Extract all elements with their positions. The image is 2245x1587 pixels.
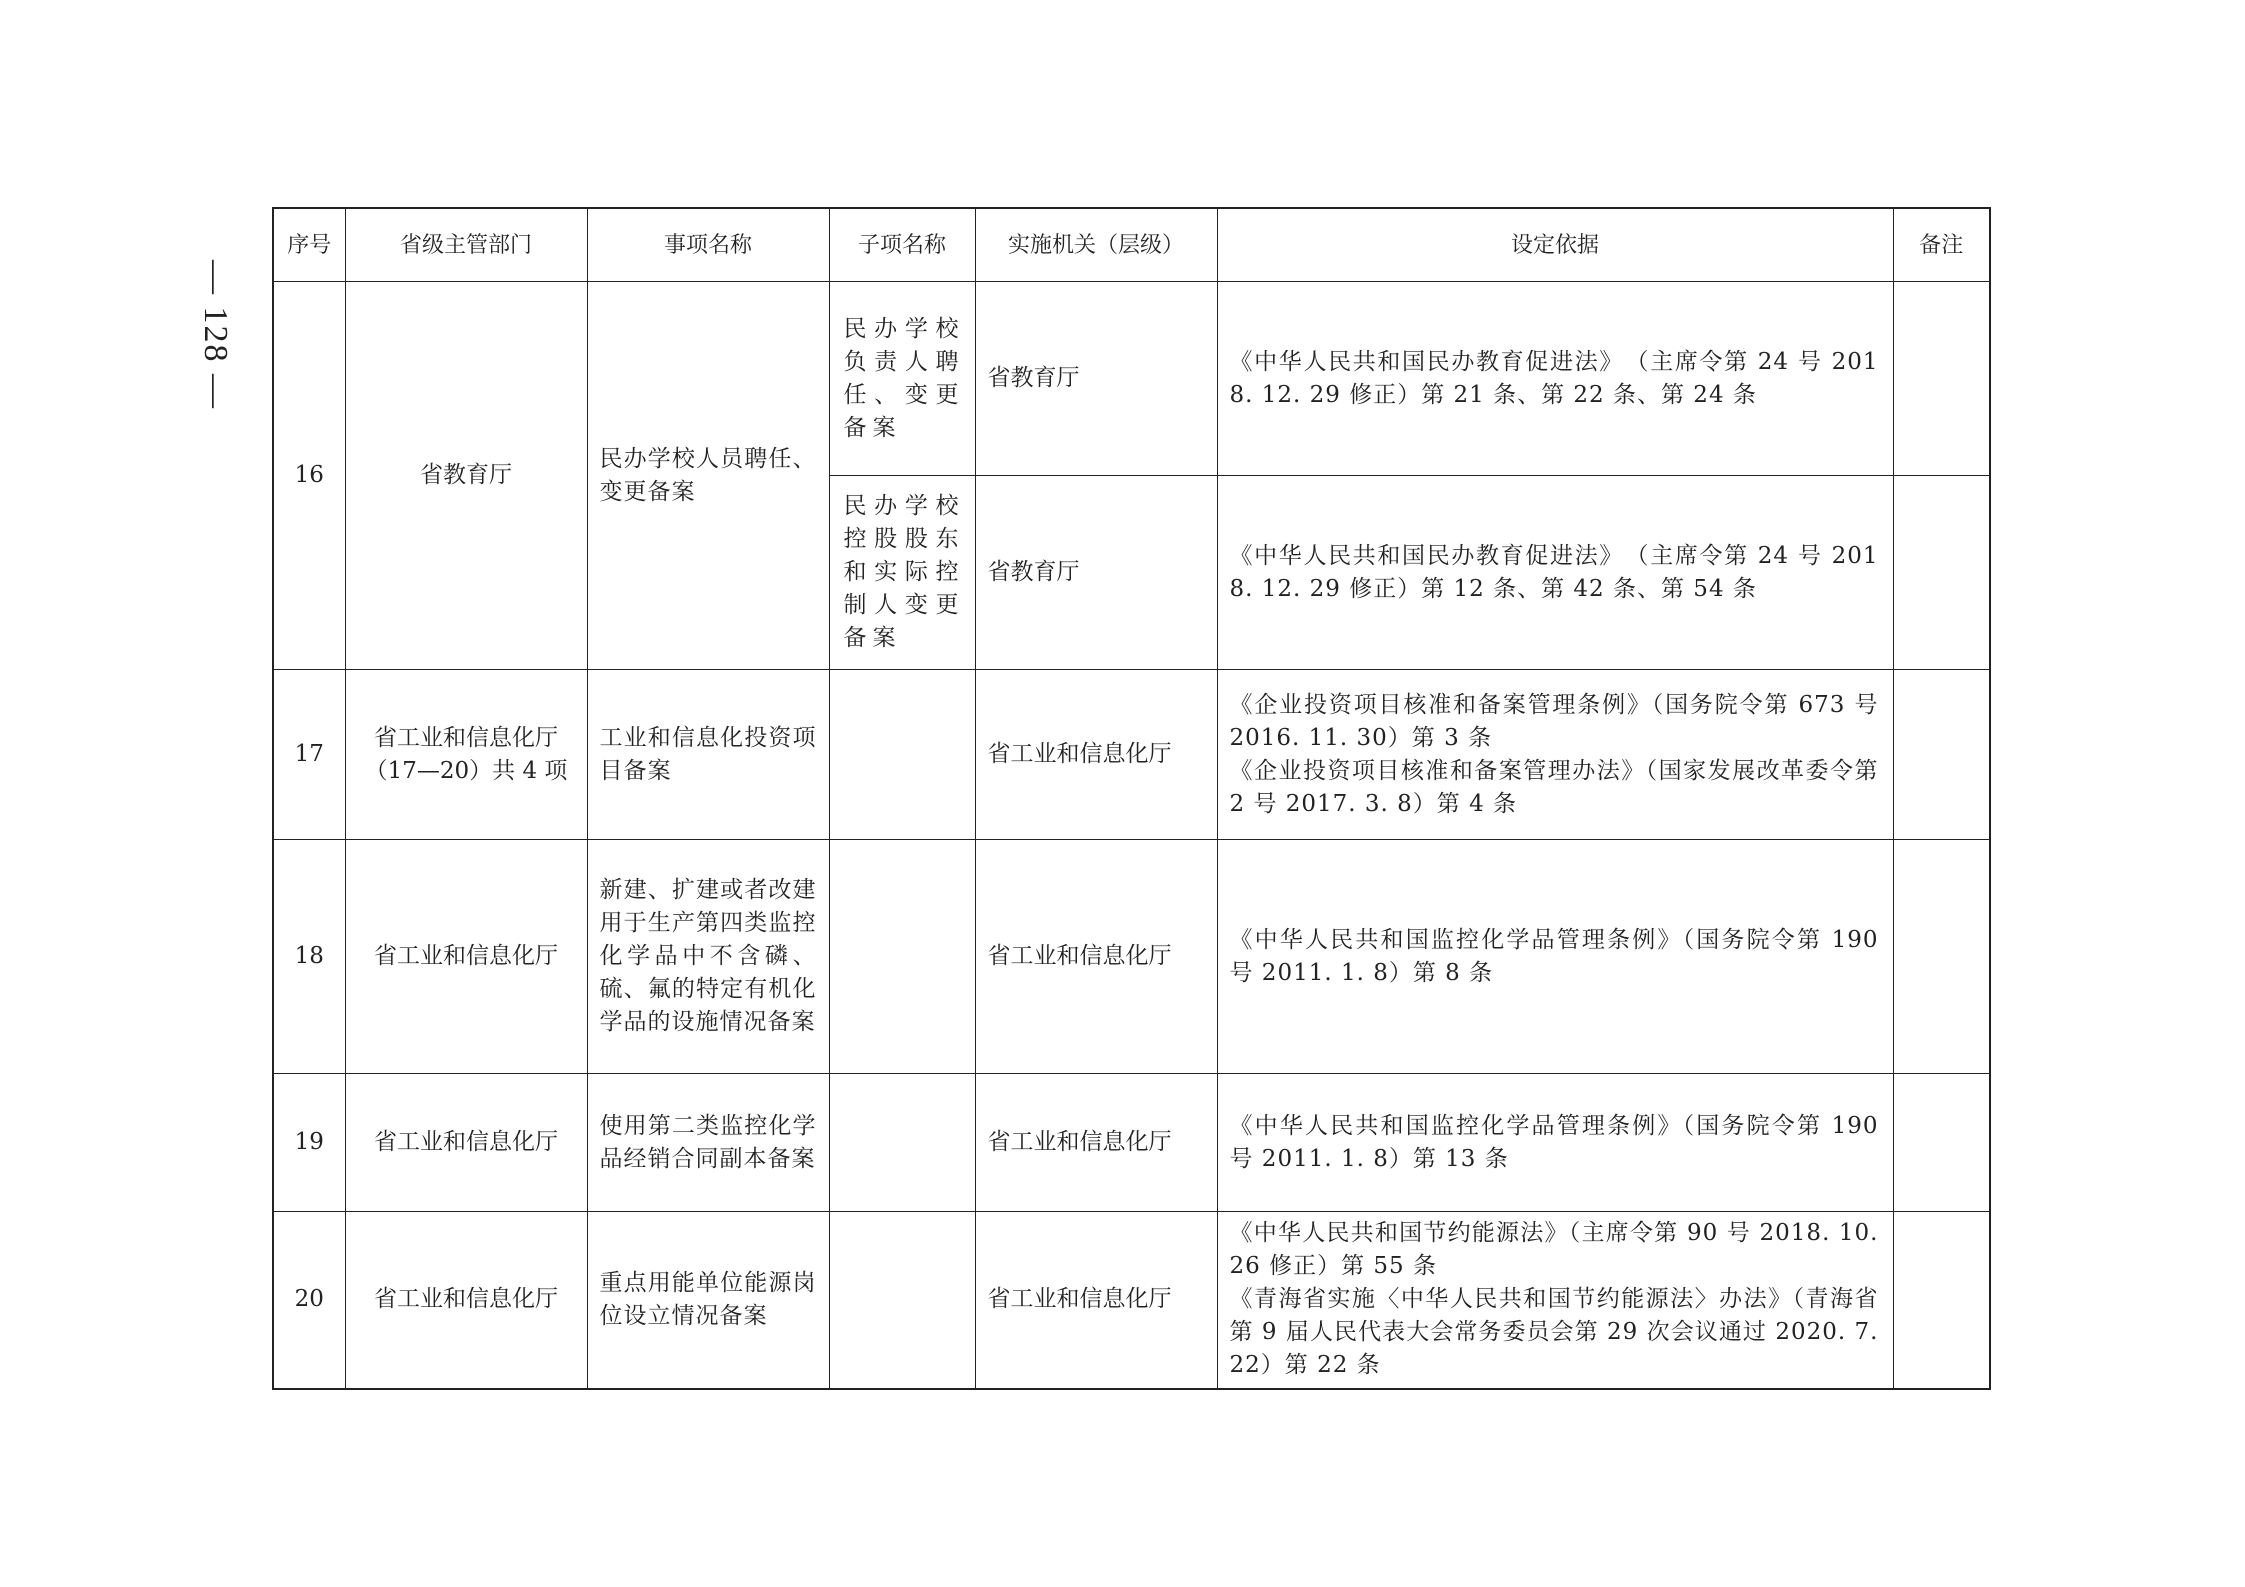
table-row	[273, 670, 1990, 840]
table-row	[273, 840, 1990, 1074]
cell-seq: 17	[273, 670, 345, 840]
cell-item: 重点用能单位能源岗位设立情况备案	[587, 1212, 829, 1389]
header-seq: 序号	[273, 208, 345, 282]
cell-sub	[829, 840, 975, 1074]
cell-sub: 民办学校控股股东和实际控制人变更备案	[829, 476, 975, 670]
cell-seq: 19	[273, 1074, 345, 1212]
cell-basis: 《中华人民共和国监控化学品管理条例》（国务院令第 190 号 2011. 1. 8）第 13 条	[1217, 1074, 1893, 1212]
cell-agency: 省工业和信息化厅	[975, 1074, 1217, 1212]
table-row	[273, 1074, 1990, 1212]
cell-dept: 省工业和信息化厅	[345, 1074, 587, 1212]
cell-sub: 民办学校负责人聘任、变更备案	[829, 282, 975, 476]
cell-item: 新建、扩建或者改建用于生产第四类监控化学品中不含磷、硫、氟的特定有机化学品的设施情况备案	[587, 840, 829, 1074]
header-basis: 设定依据	[1217, 208, 1893, 282]
cell-sub	[829, 1074, 975, 1212]
cell-basis	[1217, 670, 1893, 840]
basis-line: 《中华人民共和国节约能源法》（主席令第 90 号 2018. 10. 26 修正）第 55 条	[1229, 1220, 1879, 1280]
approval-items-table	[272, 207, 1991, 1390]
basis-line: 《青海省实施〈中华人民共和国节约能源法〉办法》（青海省第 9 届人民代表大会常务委员会第 29 次会议通过 2020. 7. 22）第 22 条	[1229, 1286, 1879, 1379]
cell-item: 工业和信息化投资项目备案	[587, 670, 829, 840]
cell-dept: 省教育厅	[345, 282, 587, 670]
page-number-text: — 128 —	[197, 260, 234, 410]
header-agency: 实施机关（层级）	[975, 208, 1217, 282]
cell-sub	[829, 1212, 975, 1389]
table-row	[273, 1212, 1990, 1389]
header-note: 备注	[1893, 208, 1990, 282]
cell-note	[1893, 282, 1990, 476]
cell-sub	[829, 670, 975, 840]
cell-basis: 《中华人民共和国民办教育促进法》 （主席令第 24 号 2018. 12. 29 修正）第 12 条、第 42 条、第 54 条	[1217, 476, 1893, 670]
cell-seq: 18	[273, 840, 345, 1074]
cell-note	[1893, 1212, 1990, 1389]
cell-agency: 省工业和信息化厅	[975, 840, 1217, 1074]
cell-basis	[1217, 1212, 1893, 1389]
cell-item: 民办学校人员聘任、变更备案	[587, 282, 829, 670]
cell-agency: 省工业和信息化厅	[975, 670, 1217, 840]
cell-agency: 省教育厅	[975, 282, 1217, 476]
header-dept: 省级主管部门	[345, 208, 587, 282]
cell-note	[1893, 840, 1990, 1074]
cell-note	[1893, 1074, 1990, 1212]
basis-line: 《企业投资项目核准和备案管理办法》（国家发展改革委令第 2 号 2017. 3. 8）第 4 条	[1229, 757, 1879, 817]
basis-line: 《企业投资项目核准和备案管理条例》（国务院令第 673 号 2016. 11. 30）第 3 条	[1229, 691, 1879, 751]
cell-dept: 省工业和信息化厅（17—20）共 4 项	[345, 670, 587, 840]
cell-dept: 省工业和信息化厅	[345, 840, 587, 1074]
header-sub: 子项名称	[829, 208, 975, 282]
table-row	[273, 282, 1990, 476]
cell-basis: 《中华人民共和国监控化学品管理条例》（国务院令第 190 号 2011. 1. 8）第 8 条	[1217, 840, 1893, 1074]
page-number	[190, 240, 240, 430]
header-item: 事项名称	[587, 208, 829, 282]
cell-agency: 省教育厅	[975, 476, 1217, 670]
cell-seq: 16	[273, 282, 345, 670]
table-header-row	[273, 208, 1990, 282]
cell-agency: 省工业和信息化厅	[975, 1212, 1217, 1389]
cell-item: 使用第二类监控化学品经销合同副本备案	[587, 1074, 829, 1212]
cell-dept: 省工业和信息化厅	[345, 1212, 587, 1389]
cell-note	[1893, 476, 1990, 670]
cell-seq: 20	[273, 1212, 345, 1389]
cell-basis: 《中华人民共和国民办教育促进法》 （主席令第 24 号 2018. 12. 29 修正）第 21 条、第 22 条、第 24 条	[1217, 282, 1893, 476]
cell-note	[1893, 670, 1990, 840]
